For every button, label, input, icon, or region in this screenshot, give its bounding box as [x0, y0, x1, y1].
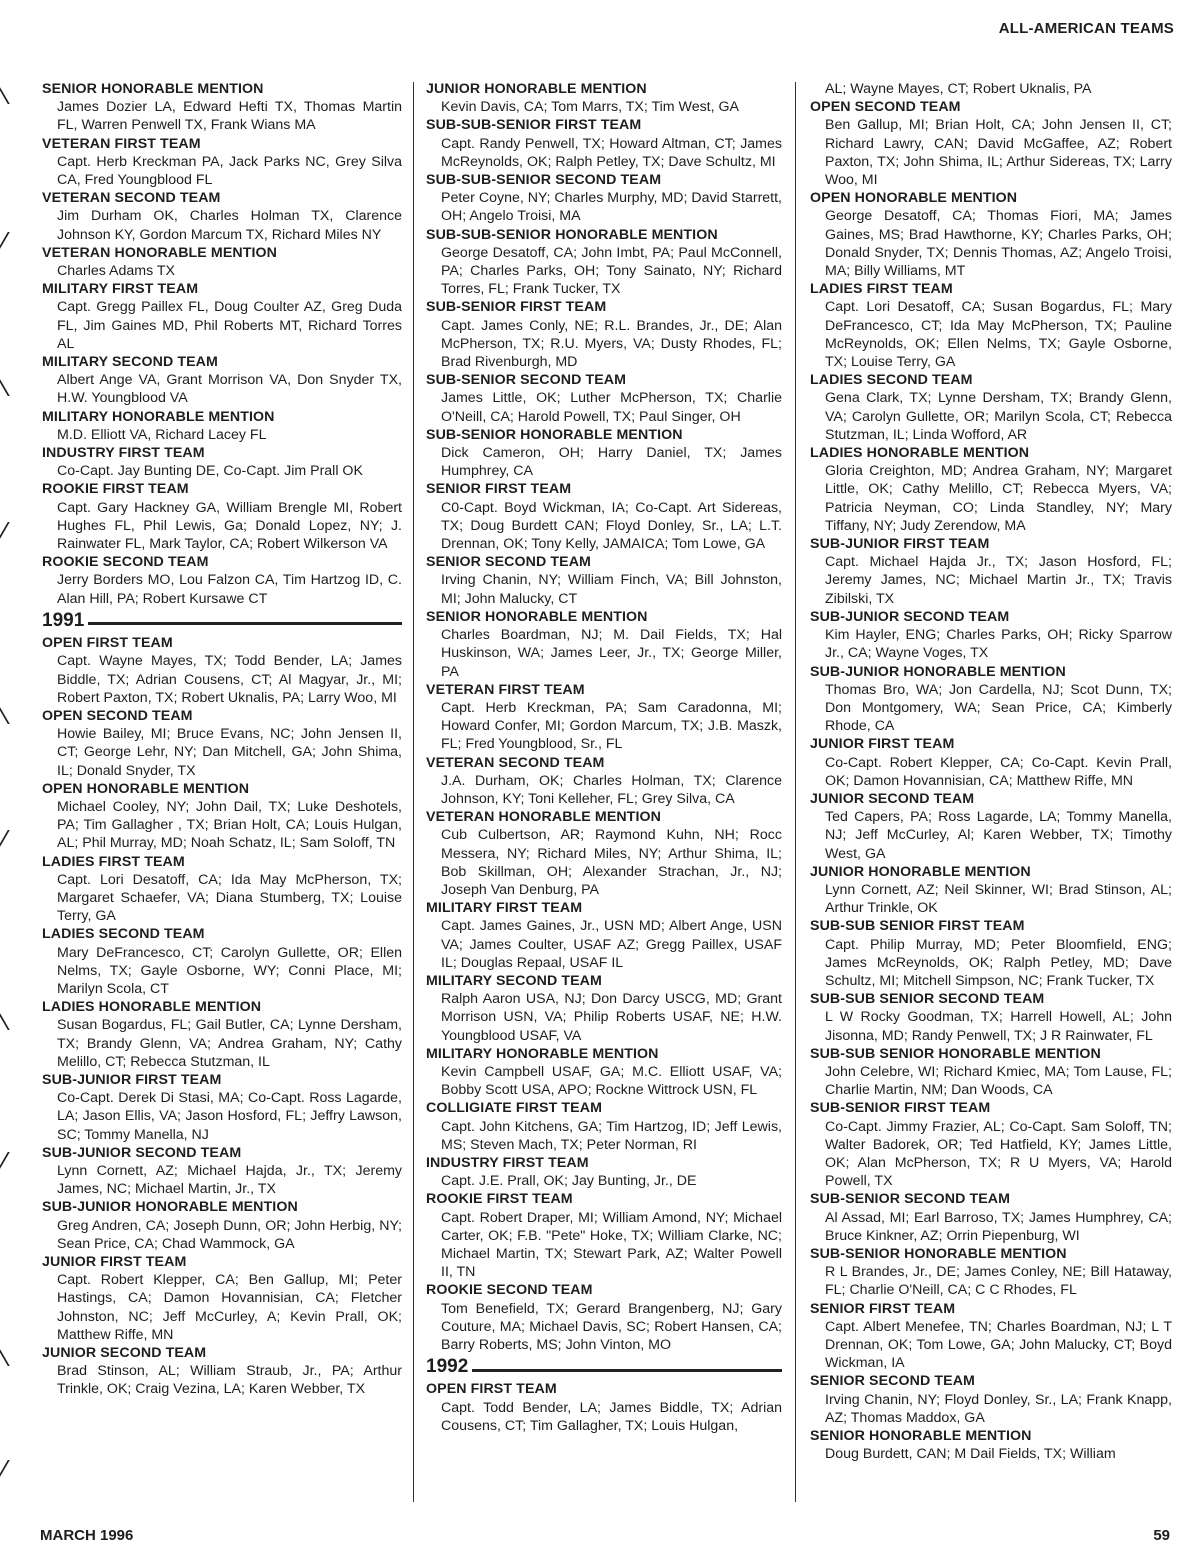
team-members: Kim Hayler, ENG; Charles Parks, OH; Ricky Sparrow Jr., CA; Wayne Voges, TX	[825, 627, 1172, 662]
team-members: Jim Durham OK, Charles Holman TX, Clarence Johnson KY, Gordon Marcum TX, Richard Miles NY	[57, 208, 402, 243]
column-2	[426, 80, 782, 1435]
team-heading: SUB-JUNIOR SECOND TEAM	[810, 608, 1010, 625]
team-heading: SUB-SENIOR FIRST TEAM	[426, 299, 607, 316]
team-members: Greg Andren, CA; Joseph Dunn, OR; John Herbig, NY; Sean Price, CA; Chad Wammock, GA	[57, 1217, 402, 1252]
team-entry	[810, 1372, 1172, 1427]
team-entry	[426, 899, 782, 972]
team-entry	[810, 280, 1172, 371]
team-entry	[42, 244, 402, 280]
team-heading: JUNIOR FIRST TEAM	[42, 1254, 187, 1270]
team-heading: SUB-SENIOR SECOND TEAM	[810, 1191, 1011, 1208]
team-members: Michael Cooley, NY; John Dail, TX; Luke Deshotels, PA; Tim Gallagher , TX; Brian Holt, CA; Louis Hulgan, AL; Phil Murray, MD; Noah Schatz, IL; Sam Soloff, TN	[57, 798, 402, 852]
team-members: Mary DeFrancesco, CT; Carolyn Gullette, OR; Ellen Nelms, TX; Gayle Osborne, WY; Conni Place, MI; Marilyn Scola, CT	[57, 944, 402, 997]
team-members: Jerry Borders MO, Lou Falzon CA, Tim Hartzog ID, C. Alan Hill, PA; Robert Kursawe CT	[57, 572, 402, 607]
team-heading: SENIOR HONORABLE MENTION	[810, 1428, 1032, 1445]
year-heading	[426, 1358, 782, 1376]
team-heading: SENIOR FIRST TEAM	[810, 1300, 956, 1317]
team-heading: SUB-JUNIOR FIRST TEAM	[42, 1071, 222, 1088]
team-entry	[426, 972, 782, 1045]
team-entry	[426, 171, 782, 226]
team-members: Kevin Davis, CA; Tom Marrs, TX; Tim West, GA	[441, 99, 739, 116]
team-entry	[426, 808, 782, 899]
team-entry	[426, 553, 782, 608]
team-members: Capt. Lori Desatoff, CA; Ida May McPherson, TX; Margaret Schaefer, VA; Diana Stumberg, TX; Louise Terry, GA	[57, 871, 402, 925]
team-entry	[810, 1190, 1172, 1245]
team-heading: VETERAN FIRST TEAM	[426, 681, 585, 698]
team-entry	[810, 1245, 1172, 1300]
team-entry	[426, 1099, 782, 1154]
team-heading: SUB-SUB SENIOR FIRST TEAM	[810, 918, 1025, 935]
margin-mark	[0, 1152, 20, 1172]
team-heading: ROOKIE FIRST TEAM	[426, 1191, 573, 1208]
team-entry	[810, 917, 1172, 990]
team-entry	[426, 298, 782, 371]
team-members: Capt. Robert Draper, MI; William Amond, NY; Michael Carter, OK; F.B. "Pete" Hoke, TX; William Clarke, NC; Michael Martin, TX; Stewart Park, AZ; Walter Powell II, TN	[441, 1209, 782, 1281]
year-heading	[42, 609, 402, 631]
margin-mark	[0, 376, 20, 396]
team-heading: JUNIOR HONORABLE MENTION	[810, 863, 1031, 880]
team-members: Capt. Gregg Paillex FL, Doug Coulter AZ, Greg Duda FL, Jim Gaines MD, Phil Roberts MT, Richard Torres AL	[57, 299, 402, 352]
team-members: Thomas Bro, WA; Jon Cardella, NJ; Scot Dunn, TX; Don Montgomery, WA; Sean Price, CA; Kimberly Rhode, CA	[825, 681, 1172, 735]
team-heading: MILITARY FIRST TEAM	[426, 900, 583, 917]
team-heading: SUB-JUNIOR SECOND TEAM	[42, 1144, 242, 1161]
team-members: Albert Ange VA, Grant Morrison VA, Don Snyder TX, H.W. Youngblood VA	[57, 372, 402, 407]
team-members: James Dozier LA, Edward Hefti TX, Thomas Martin FL, Warren Penwell TX, Frank Wians MA	[57, 99, 402, 134]
margin-mark	[0, 1346, 20, 1366]
column-3	[810, 80, 1172, 1463]
team-members: Capt. Todd Bender, LA; James Biddle, TX; Adrian Cousens, CT; Tim Gallagher, TX; Louis Hulgan,	[441, 1399, 782, 1434]
team-heading: INDUSTRY FIRST TEAM	[42, 445, 205, 462]
team-entry	[42, 1344, 402, 1399]
team-entry	[810, 98, 1172, 189]
margin-mark	[0, 704, 20, 724]
team-entry	[810, 990, 1172, 1045]
team-heading: SUB-SUB-SENIOR FIRST TEAM	[426, 117, 642, 134]
team-entry	[42, 780, 402, 853]
margin-mark	[0, 522, 20, 542]
column-divider	[795, 82, 796, 1502]
team-members: Doug Burdett, CAN; M Dail Fields, TX; William	[825, 1446, 1116, 1463]
team-entry	[810, 790, 1172, 863]
team-entry	[42, 853, 402, 926]
team-entry	[42, 1071, 402, 1144]
team-entry	[426, 1045, 782, 1100]
team-heading: INDUSTRY FIRST TEAM	[426, 1154, 589, 1171]
team-entry	[42, 135, 402, 190]
team-heading: SUB-SUB-SENIOR HONORABLE MENTION	[426, 226, 718, 243]
team-entry	[810, 80, 1172, 98]
team-heading: LADIES HONORABLE MENTION	[810, 445, 1030, 462]
team-members: Ben Gallup, MI; Brian Holt, CA; John Jensen II, CT; Richard Lawry, CAN; David McGaffee, AZ; Robert Paxton, TX; John Shima, IL; Arthur Sidereas, TX; Larry Woo, MI	[825, 117, 1172, 189]
team-members: George Desatoff, CA; John Imbt, PA; Paul McConnell, PA; Charles Parks, OH; Tony Sainato, NY; Richard Torres, FL; Frank Tucker, TX	[441, 244, 782, 298]
team-heading: SUB-JUNIOR FIRST TEAM	[810, 536, 990, 553]
team-entry	[426, 754, 782, 809]
team-entry	[810, 608, 1172, 663]
team-entry	[426, 681, 782, 754]
team-heading: SENIOR FIRST TEAM	[426, 481, 572, 498]
team-members: Capt. Gary Hackney GA, William Brengle MI, Robert Hughes FL, Phil Lewis, Ga; Donald Lopez, NY; J. Rainwater FL, Mark Taylor, CA; Robert Wilkerson VA	[57, 499, 402, 553]
team-entry	[426, 1154, 782, 1190]
team-entry	[42, 707, 402, 780]
team-members: Peter Coyne, NY; Charles Murphy, MD; David Starrett, OH; Angelo Troisi, MA	[441, 190, 783, 225]
margin-mark	[0, 1460, 20, 1480]
team-members: Susan Bogardus, FL; Gail Butler, CA; Lynne Dersham, TX; Brandy Glenn, VA; Andrea Graham, NY; Cathy Melillo, CT; Rebecca Stutzman, IL	[57, 1017, 402, 1070]
team-heading: SUB-JUNIOR HONORABLE MENTION	[810, 663, 1066, 680]
team-heading: MILITARY HONORABLE MENTION	[42, 408, 275, 425]
team-entry	[810, 444, 1172, 535]
team-members: AL; Wayne Mayes, CT; Robert Uknalis, PA	[825, 81, 1092, 97]
team-heading: SUB-SENIOR HONORABLE MENTION	[810, 1246, 1067, 1262]
team-heading: VETERAN SECOND TEAM	[426, 754, 605, 771]
team-members: L W Rocky Goodman, TX; Harrell Howell, AL; John Jisonna, MD; Randy Penwell, TX; J R Rainwater, FL	[825, 1009, 1172, 1044]
team-entry	[42, 280, 402, 353]
team-heading: MILITARY FIRST TEAM	[42, 281, 199, 298]
team-members: C0-Capt. Boyd Wickman, IA; Co-Capt. Art Sidereas, TX; Doug Burdett CAN; Floyd Donley, Sr., LA; L.T. Drennan, OK; Tony Kelly, JAMAICA; Tom Lowe, GA	[441, 499, 782, 553]
team-heading: SENIOR SECOND TEAM	[426, 554, 591, 571]
team-members: John Celebre, WI; Richard Kmiec, MA; Tom Lause, FL; Charlie Martin, NM; Dan Woods, CA	[825, 1063, 1172, 1099]
team-members: Dick Cameron, OH; Harry Daniel, TX; James Humphrey, CA	[441, 445, 782, 480]
team-heading: VETERAN FIRST TEAM	[42, 135, 201, 152]
team-members: Co-Capt. Jay Bunting DE, Co-Capt. Jim Prall OK	[57, 463, 363, 480]
team-members: Irving Chanin, NY; William Finch, VA; Bill Johnston, MI; John Malucky, CT	[441, 572, 782, 607]
team-heading: SUB-SENIOR HONORABLE MENTION	[426, 426, 683, 443]
team-entry	[426, 1380, 782, 1435]
team-members: Gloria Creighton, MD; Andrea Graham, NY; Margaret Little, OK; Cathy Melillo, CT; Rebecca Myers, VA; Patricia Neyman, CO; Linda Standley, NY; Mary Tiffany, NY; Judy Zerendow, MA	[825, 463, 1172, 534]
team-members: Capt. J.E. Prall, OK; Jay Bunting, Jr., DE	[441, 1173, 697, 1190]
team-entry	[426, 371, 782, 426]
year-rule	[88, 622, 402, 625]
team-heading: SENIOR SECOND TEAM	[810, 1373, 975, 1390]
page-number: 59	[1153, 1527, 1170, 1544]
team-members: Capt. Michael Hajda Jr., TX; Jason Hosford, FL; Jeremy James, NC; Michael Martin Jr., TX; Travis Zibilski, TX	[825, 554, 1172, 607]
running-head: ALL-AMERICAN TEAMS	[998, 20, 1174, 37]
team-heading: SUB-JUNIOR HONORABLE MENTION	[42, 1199, 298, 1216]
team-heading: VETERAN HONORABLE MENTION	[426, 809, 662, 826]
margin-mark	[0, 232, 20, 252]
team-members: Lynn Cornett, AZ; Michael Hajda, Jr., TX; Jeremy James, NC; Michael Martin, Jr., TX	[57, 1162, 402, 1198]
team-heading: SENIOR HONORABLE MENTION	[42, 81, 264, 97]
team-members: Lynn Cornett, AZ; Neil Skinner, WI; Brad Stinson, AL; Arthur Trinkle, OK	[825, 881, 1172, 917]
team-members: Charles Adams TX	[57, 263, 176, 280]
issue-date: MARCH 1996	[40, 1527, 134, 1544]
team-members: Brad Stinson, AL; William Straub, Jr., PA; Arthur Trinkle, OK; Craig Vezina, LA; Karen Webber, TX	[57, 1363, 402, 1398]
team-members: Al Assad, MI; Earl Barroso, TX; James Humphrey, CA; Bruce Kinkner, AZ; Orrin Piepenburg, WI	[825, 1209, 1172, 1244]
team-entry	[42, 1144, 402, 1199]
team-heading: JUNIOR FIRST TEAM	[810, 736, 955, 753]
team-entry	[810, 1045, 1172, 1100]
team-heading: JUNIOR SECOND TEAM	[810, 790, 975, 807]
team-members: Co-Capt. Robert Klepper, CA; Co-Capt. Kevin Prall, OK; Damon Hovannisian, CA; Matthew Riffe, MN	[825, 754, 1172, 789]
margin-mark	[0, 830, 20, 850]
team-heading: OPEN HONORABLE MENTION	[810, 190, 1018, 207]
team-heading: LADIES SECOND TEAM	[810, 372, 973, 389]
team-members: Capt. John Kitchens, GA; Tim Hartzog, ID; Jeff Lewis, MS; Steven Mach, TX; Peter Norman, RI	[441, 1118, 782, 1153]
team-entry	[426, 1281, 782, 1354]
team-members: Kevin Campbell USAF, GA; M.C. Elliott USAF, VA; Bobby Scott USA, APO; Rockne Wittrock USN, FL	[441, 1063, 782, 1099]
team-members: Capt. Lori Desatoff, CA; Susan Bogardus, FL; Mary DeFrancesco, CT; Ida May McPherson, TX; Pauline McReynolds, OK; Ellen Nelms, TX; Gayle Osborne, TX; Louise Terry, GA	[825, 299, 1172, 371]
team-heading: ROOKIE SECOND TEAM	[42, 554, 209, 571]
team-heading: OPEN FIRST TEAM	[42, 635, 173, 652]
team-heading: SUB-SENIOR FIRST TEAM	[810, 1100, 991, 1117]
team-heading: SUB-SUB SENIOR SECOND TEAM	[810, 991, 1045, 1008]
team-entry	[42, 553, 402, 608]
team-heading: COLLIGIATE FIRST TEAM	[426, 1100, 603, 1117]
team-members: Capt. Robert Klepper, CA; Ben Gallup, MI; Peter Hastings, CA; Damon Hovannisian, CA; Fletcher Johnston, NC; Jeff McCurley, A; Kevin Prall, OK; Matthew Riffe, MN	[57, 1272, 402, 1343]
margin-mark	[0, 84, 20, 104]
team-entry	[810, 535, 1172, 608]
team-entry	[810, 1300, 1172, 1373]
team-entry	[42, 80, 402, 135]
team-entry	[42, 480, 402, 553]
team-entry	[42, 408, 402, 444]
team-entry	[810, 663, 1172, 736]
team-members: Capt. Albert Menefee, TN; Charles Boardman, NJ; L T Drennan, OK; Tom Lowe, GA; John Malucky, CT; Boyd Wickman, IA	[825, 1318, 1172, 1372]
team-members: Capt. Wayne Mayes, TX; Todd Bender, LA; James Biddle, TX; Adrian Cousens, CT; Al Magyar, Jr., MI; Robert Paxton, TX; Robert Uknalis, PA; Larry Woo, MI	[57, 653, 402, 706]
year-label: 1992	[426, 1356, 469, 1378]
team-heading: MILITARY SECOND TEAM	[426, 972, 602, 989]
team-members: M.D. Elliott VA, Richard Lacey FL	[57, 426, 267, 443]
team-entry	[426, 1190, 782, 1281]
team-entry	[42, 998, 402, 1071]
margin-mark	[0, 1010, 20, 1030]
team-members: Ted Capers, PA; Ross Lagarde, LA; Tommy Manella, NJ; Jeff McCurley, Al; Karen Webber, TX; Timothy West, GA	[825, 809, 1172, 862]
team-heading: SENIOR HONORABLE MENTION	[426, 608, 648, 625]
team-entry	[426, 480, 782, 553]
team-heading: SUB-SUB-SENIOR SECOND TEAM	[426, 172, 662, 189]
team-heading: SUB-SENIOR SECOND TEAM	[426, 372, 627, 389]
team-heading: LADIES FIRST TEAM	[810, 281, 953, 298]
team-members: Charles Boardman, NJ; M. Dail Fields, TX; Hal Huskinson, WA; James Leer, Jr., TX; George Miller, PA	[441, 627, 782, 680]
team-heading: OPEN SECOND TEAM	[42, 707, 193, 724]
team-members: Irving Chanin, NY; Floyd Donley, Sr., LA; Frank Knapp, AZ; Thomas Maddox, GA	[825, 1391, 1172, 1426]
column-divider	[413, 82, 414, 1502]
column-1	[42, 80, 402, 1399]
team-entry	[42, 353, 402, 408]
team-members: Co-Capt. Jimmy Frazier, AL; Co-Capt. Sam Soloff, TN; Walter Badorek, OR; Ted Hatfield, KY; James Little, OK; Alan McPherson, TX; R U Myers, VA; Harold Powell, TX	[825, 1118, 1172, 1190]
team-heading: JUNIOR SECOND TEAM	[42, 1345, 207, 1362]
team-entry	[42, 925, 402, 998]
team-heading: MILITARY SECOND TEAM	[42, 354, 218, 371]
team-members: Howie Bailey, MI; Bruce Evans, NC; John Jensen II, CT; George Lehr, NY; Dan Mitchell, GA; John Shima, IL; Donald Snyder, TX	[57, 726, 402, 779]
team-entry	[810, 1427, 1172, 1463]
team-entry	[810, 863, 1172, 918]
team-entry	[426, 116, 782, 171]
team-entry	[810, 735, 1172, 790]
team-members: Capt. James Conly, NE; R.L. Brandes, Jr., DE; Alan McPherson, TX; R.U. Myers, VA; Dusty Rhodes, FL; Brad Rivenburgh, MD	[441, 317, 782, 371]
team-entry	[810, 371, 1172, 444]
team-entry	[426, 608, 782, 681]
team-entry	[42, 1253, 402, 1344]
team-members: Capt. Herb Kreckman PA, Jack Parks NC, Grey Silva CA, Fred Youngblood FL	[57, 153, 402, 189]
team-entry	[810, 1099, 1172, 1190]
team-entry	[426, 226, 782, 299]
year-label: 1991	[42, 609, 85, 631]
team-members: Capt. Randy Penwell, TX; Howard Altman, CT; James McReynolds, OK; Ralph Petley, TX; Dave Schultz, MI	[441, 135, 782, 170]
team-members: Capt. James Gaines, Jr., USN MD; Albert Ange, USN VA; James Coulter, USAF AZ; Gregg Paillex, USAF IL; Douglas Repaal, USAF IL	[441, 918, 782, 971]
team-heading: VETERAN SECOND TEAM	[42, 190, 221, 207]
team-members: George Desatoff, CA; Thomas Fiori, MA; James Gaines, MS; Brad Hawthorne, KY; Charles Parks, OH; Donald Snyder, TX; Dennis Thomas, AZ; Angelo Troisi, MA; Billy Williams, MT	[825, 208, 1172, 280]
team-entry	[426, 426, 782, 481]
team-entry	[810, 189, 1172, 280]
team-heading: LADIES HONORABLE MENTION	[42, 999, 262, 1016]
team-heading: SUB-SUB SENIOR HONORABLE MENTION	[810, 1045, 1101, 1062]
team-heading: OPEN FIRST TEAM	[426, 1381, 557, 1398]
team-heading: ROOKIE SECOND TEAM	[426, 1282, 593, 1299]
team-members: J.A. Durham, OK; Charles Holman, TX; Clarence Johnson, KY; Toni Kelleher, FL; Grey Silva, CA	[441, 772, 782, 807]
team-members: Gena Clark, TX; Lynne Dersham, TX; Brandy Glenn, VA; Carolyn Gullette, OR; Marilyn Scola, CT; Rebecca Stutzman, IL; Linda Wofford, AR	[825, 390, 1172, 443]
team-heading: MILITARY HONORABLE MENTION	[426, 1045, 659, 1062]
team-members: Cub Culbertson, AR; Raymond Kuhn, NH; Rocc Messera, NY; Richard Miles, NY; Arthur Shima, IL; Bob Skillman, OH; Alexander Strachan, Jr., NJ; Joseph Van Denburg, PA	[441, 827, 782, 898]
team-entry	[42, 444, 402, 480]
year-rule	[472, 1369, 782, 1372]
team-members: Ralph Aaron USA, NJ; Don Darcy USCG, MD; Grant Morrison USN, VA; Philip Roberts USAF, NE; H.W. Youngblood USAF, VA	[441, 991, 782, 1044]
team-members: Tom Benefield, TX; Gerard Brangenberg, NJ; Gary Couture, MA; Michael Davis, SC; Robert Hansen, CA; Barry Roberts, MS; John Vinton, MO	[441, 1300, 782, 1354]
team-heading: LADIES SECOND TEAM	[42, 926, 205, 943]
team-members: R L Brandes, Jr., DE; James Conley, NE; Bill Hataway, FL; Charlie O'Neill, CA; C C Rhodes, FL	[825, 1264, 1172, 1299]
team-entry	[42, 1198, 402, 1253]
team-entry	[42, 634, 402, 707]
team-entry	[42, 189, 402, 244]
team-heading: OPEN HONORABLE MENTION	[42, 780, 250, 797]
team-members: James Little, OK; Luther McPherson, TX; Charlie O'Neill, CA; Harold Powell, TX; Paul Singer, OH	[441, 390, 782, 425]
team-members: Capt. Herb Kreckman, PA; Sam Caradonna, MI; Howard Confer, MI; Gordon Marcum, TX; J.B. Maszk, FL; Fred Youngblood, Sr., FL	[441, 699, 782, 753]
team-entry	[426, 80, 782, 116]
team-heading: ROOKIE FIRST TEAM	[42, 481, 189, 498]
team-heading: VETERAN HONORABLE MENTION	[42, 244, 278, 261]
team-heading: OPEN SECOND TEAM	[810, 99, 961, 116]
team-members: Capt. Philip Murray, MD; Peter Bloomfield, ENG; James McReynolds, OK; Ralph Petley, MD; Dave Schultz, MI; Mitchell Simpson, NC; Frank Tucker, TX	[825, 936, 1172, 989]
team-members: Co-Capt. Derek Di Stasi, MA; Co-Capt. Ross Lagarde, LA; Jason Ellis, VA; Jason Hosford, FL; Jeffry Lawson, SC; Tommy Manella, NJ	[57, 1090, 402, 1143]
team-heading: LADIES FIRST TEAM	[42, 853, 185, 870]
team-heading: JUNIOR HONORABLE MENTION	[426, 81, 647, 97]
